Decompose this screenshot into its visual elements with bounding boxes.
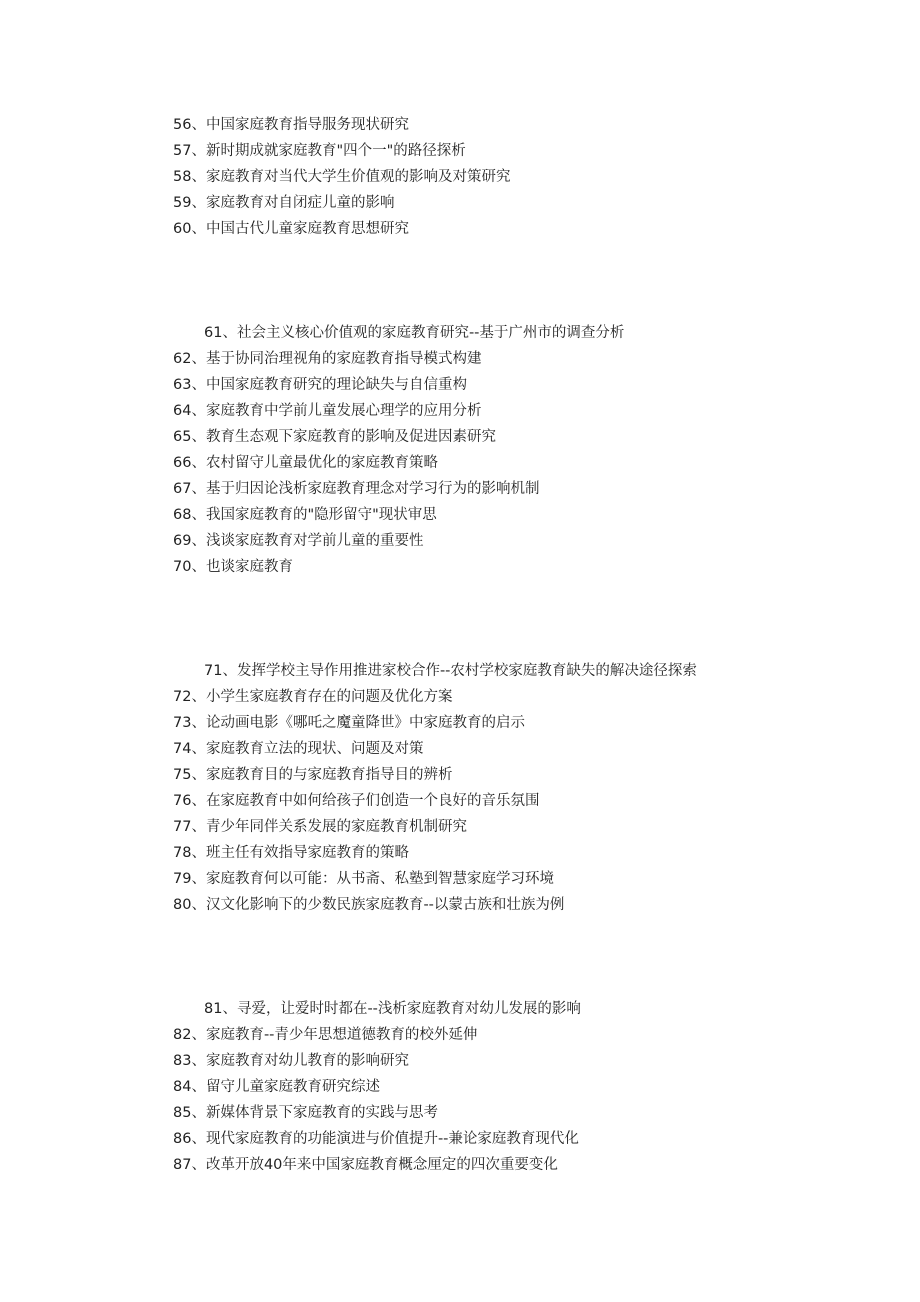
list-item-61: 61、社会主义核心价值观的家庭教育研究--基于广州市的调查分析 — [204, 325, 625, 341]
list-item-60: 60、中国古代儿童家庭教育思想研究 — [173, 221, 409, 237]
list-item-77: 77、青少年同伴关系发展的家庭教育机制研究 — [173, 819, 467, 835]
list-item-83: 83、家庭教育对幼儿教育的影响研究 — [173, 1053, 409, 1069]
list-item-86: 86、现代家庭教育的功能演进与价值提升--兼论家庭教育现代化 — [173, 1131, 579, 1147]
list-item-76: 76、在家庭教育中如何给孩子们创造一个良好的音乐氛围 — [173, 793, 540, 809]
list-item-65: 65、教育生态观下家庭教育的影响及促进因素研究 — [173, 429, 496, 445]
list-item-73: 73、论动画电影《哪吒之魔童降世》中家庭教育的启示 — [173, 715, 525, 731]
list-item-62: 62、基于协同治理视角的家庭教育指导模式构建 — [173, 351, 482, 367]
list-item-71: 71、发挥学校主导作用推进家校合作--农村学校家庭教育缺失的解决途径探索 — [204, 663, 697, 679]
list-item-78: 78、班主任有效指导家庭教育的策略 — [173, 845, 409, 861]
list-item-68: 68、我国家庭教育的"隐形留守"现状审思 — [173, 507, 437, 523]
list-item-72: 72、小学生家庭教育存在的问题及优化方案 — [173, 689, 453, 705]
list-item-82: 82、家庭教育--青少年思想道德教育的校外延伸 — [173, 1027, 478, 1043]
list-item-58: 58、家庭教育对当代大学生价值观的影响及对策研究 — [173, 169, 511, 185]
list-item-67: 67、基于归因论浅析家庭教育理念对学习行为的影响机制 — [173, 481, 540, 497]
list-item-64: 64、家庭教育中学前儿童发展心理学的应用分析 — [173, 403, 482, 419]
list-item-56: 56、中国家庭教育指导服务现状研究 — [173, 117, 409, 133]
list-item-63: 63、中国家庭教育研究的理论缺失与自信重构 — [173, 377, 467, 393]
list-item-75: 75、家庭教育目的与家庭教育指导目的辨析 — [173, 767, 453, 783]
list-item-80: 80、汉文化影响下的少数民族家庭教育--以蒙古族和壮族为例 — [173, 897, 565, 913]
list-item-59: 59、家庭教育对自闭症儿童的影响 — [173, 195, 395, 211]
list-item-81: 81、寻爱，让爱时时都在--浅析家庭教育对幼儿发展的影响 — [204, 1001, 581, 1017]
list-item-79: 79、家庭教育何以可能：从书斋、私塾到智慧家庭学习环境 — [173, 871, 554, 887]
list-item-70: 70、也谈家庭教育 — [173, 559, 293, 575]
list-item-84: 84、留守儿童家庭教育研究综述 — [173, 1079, 380, 1095]
list-item-74: 74、家庭教育立法的现状、问题及对策 — [173, 741, 424, 757]
list-item-85: 85、新媒体背景下家庭教育的实践与思考 — [173, 1105, 438, 1121]
list-item-66: 66、农村留守儿童最优化的家庭教育策略 — [173, 455, 438, 471]
list-item-57: 57、新时期成就家庭教育"四个一"的路径探析 — [173, 143, 466, 159]
list-item-69: 69、浅谈家庭教育对学前儿童的重要性 — [173, 533, 424, 549]
list-item-87: 87、改革开放40年来中国家庭教育概念厘定的四次重要变化 — [173, 1157, 558, 1173]
